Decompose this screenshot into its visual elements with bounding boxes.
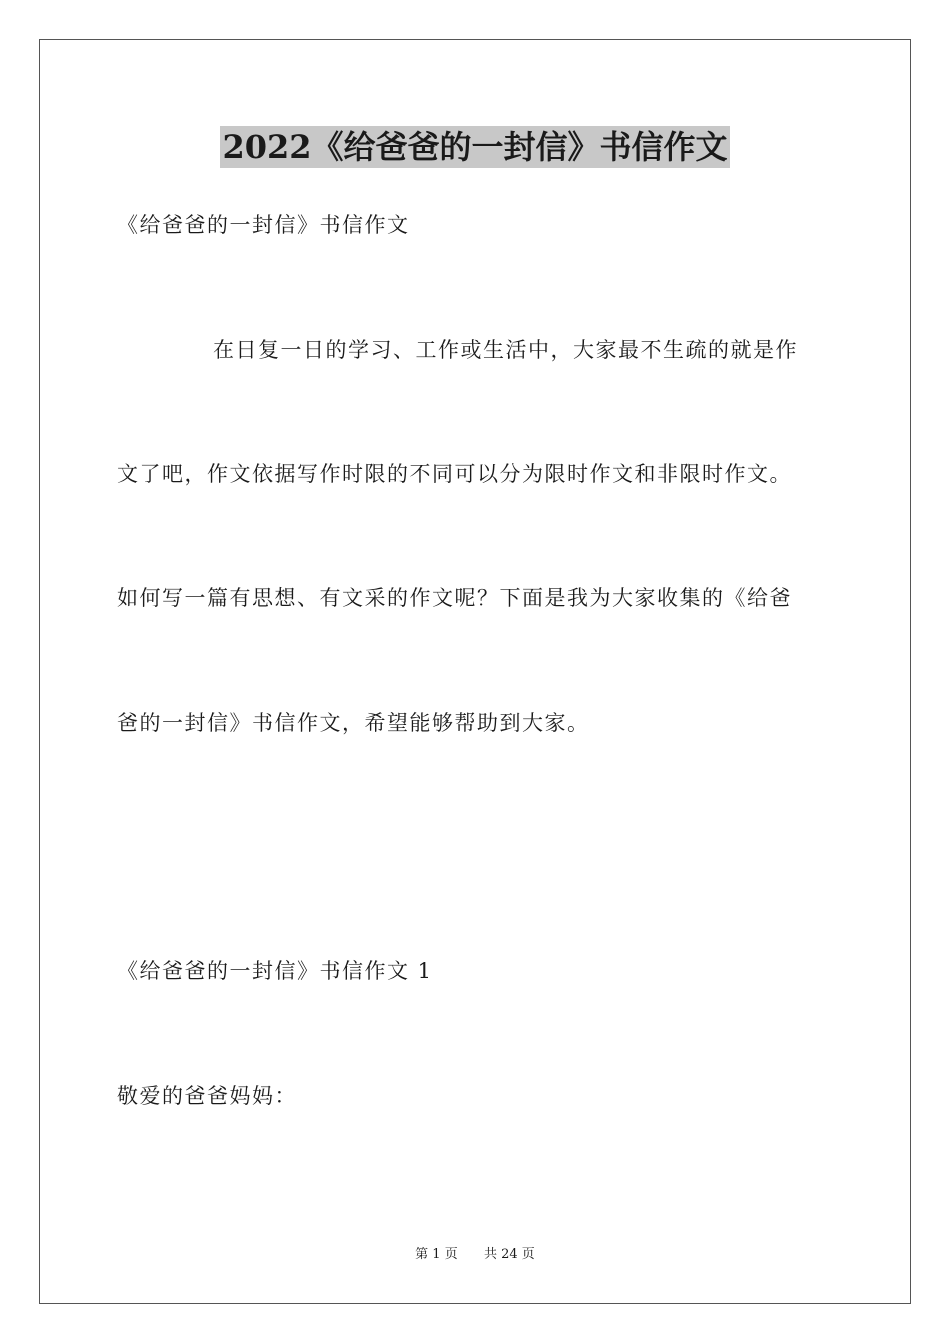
document-title: 2022《给爸爸的一封信》书信作文 bbox=[222, 128, 728, 166]
paragraph-line-2: 文了吧，作文依据写作时限的不同可以分为限时作文和非限时作文。 bbox=[117, 462, 792, 486]
page-footer bbox=[0, 1246, 950, 1264]
page-number: 第 1 页 bbox=[415, 1247, 458, 1262]
paragraph-line-4: 爸的一封信》书信作文，希望能够帮助到大家。 bbox=[117, 711, 590, 735]
subtitle-line: 《给爸爸的一封信》书信作文 bbox=[117, 213, 410, 237]
paragraph-line-1: 在日复一日的学习、工作或生活中，大家最不生疏的就是作 bbox=[213, 338, 798, 362]
paragraph-line-3: 如何写一篇有思想、有文采的作文呢？下面是我为大家收集的《给爸 bbox=[117, 586, 792, 610]
salutation-line: 敬爱的爸爸妈妈： bbox=[117, 1084, 297, 1108]
title-container bbox=[0, 126, 950, 168]
section-heading: 《给爸爸的一封信》书信作文 1 bbox=[117, 959, 433, 983]
page-total: 共 24 页 bbox=[484, 1247, 535, 1262]
